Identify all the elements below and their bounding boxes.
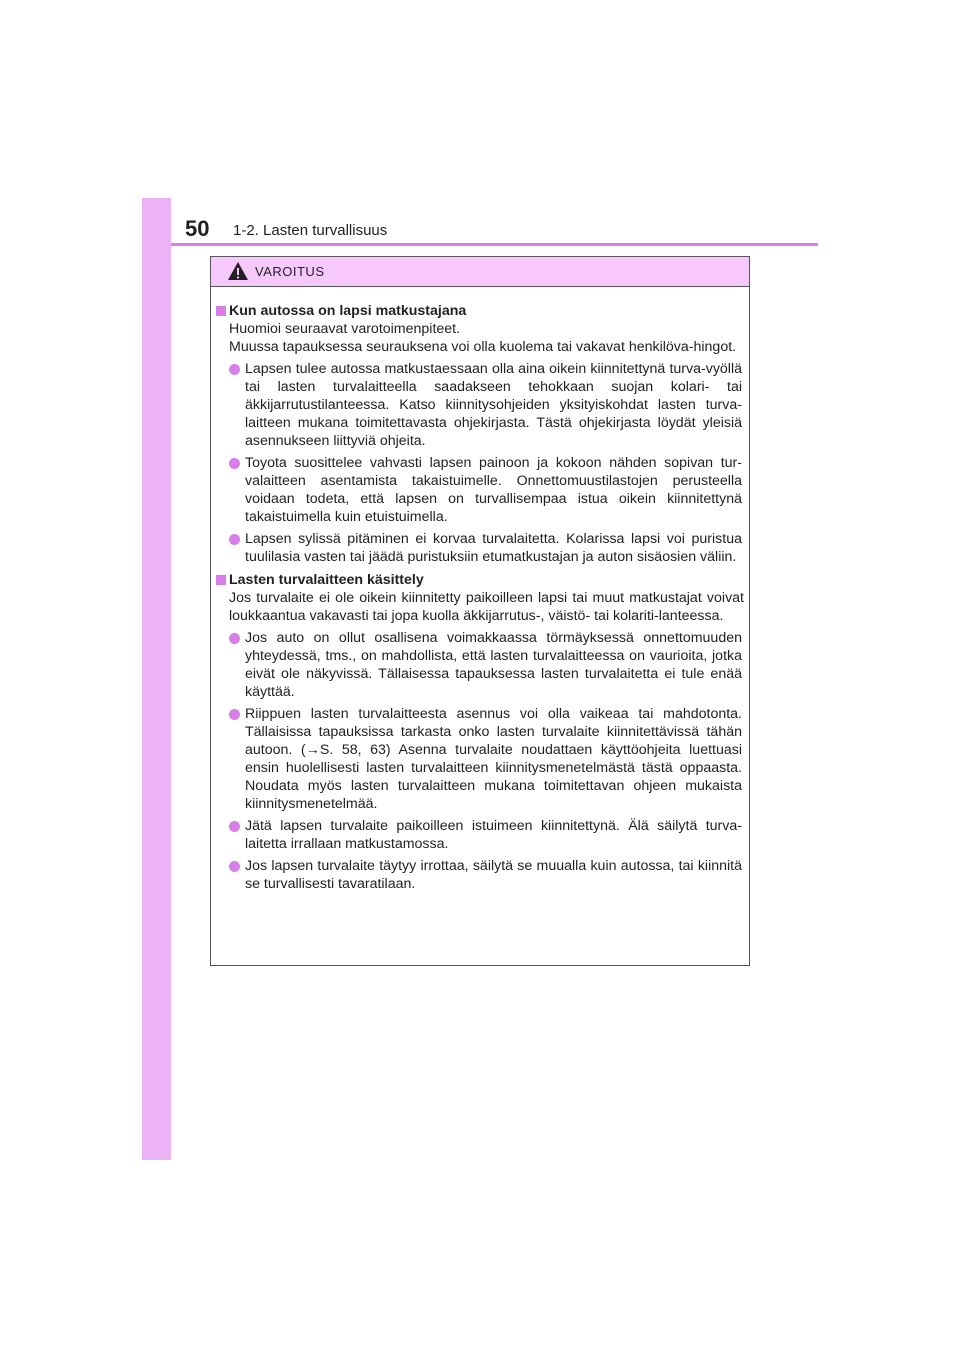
round-bullet-icon [229,458,240,469]
bullet-item [216,530,744,566]
bullet-item [216,629,744,701]
warning-box [210,256,750,966]
bullet-text: Lapsen tulee autossa matkustaessaan olla aina oikein kiinnitettynä turva-vyöllä tai lasten turvalaitteella saadakseen tehokkaan suojan kolari- tai äkkijarrutustilanteessa. Katso kiinnitysohjeiden yksityiskohdat lasten turva-laitteen mukana toimitettavasta ohjekirjasta. Tästä ohjekirjasta löydät yleisiä asennukseen liittyviä ohjeita. [245,361,742,449]
round-bullet-icon [229,821,240,832]
warning-title: VAROITUS [255,264,325,279]
intro-paragraph: Huomioi seuraavat varotoimenpiteet. Muussa tapauksessa seurauksena voi olla kuolema tai vakavat henkilöva-hingot. [229,321,737,355]
chapter-side-bar [142,198,171,1160]
round-bullet-icon [229,861,240,872]
bullet-item [216,857,744,893]
square-bullet-icon [216,306,226,316]
bullet-text: Lapsen sylissä pitäminen ei korvaa turvalaitetta. Kolarissa lapsi voi puristua tuulilasia vasten tai jäädä puristuksiin etumatkustajan ja auton sisäosien väliin. [245,531,742,565]
heading-text: Lasten turvalaitteen käsittely [229,572,424,588]
bullet-item [216,817,744,853]
bullet-item [216,360,744,450]
warning-header [211,257,749,287]
round-bullet-icon [229,534,240,545]
page-number: 50 [185,216,210,241]
bullet-item [216,454,744,526]
header-rule [171,243,818,246]
warning-body [211,287,749,893]
round-bullet-icon [229,709,240,720]
section-heading [216,302,744,320]
bullet-item [216,705,744,813]
bullet-text: Jos auto on ollut osallisena voimakkaassa törmäyksessä onnettomuuden yhteydessä, tms., on mahdollista, että lasten turvalaitteessa on vaurioita, jotka eivät ole näkyvissä. Tällaisessa tapauksessa lasten turvalaitetta ei tule enää käyttää. [245,630,742,700]
bullet-text: Riippuen lasten turvalaitteesta asennus voi olla vaikeaa tai mahdotonta. Tällaisissa tapauksissa tarkasta onko lasten turvalaite kiinnitettävissä tähän autoon. (→S. 58, 63) Asenna turvalaite noudattaen käyttöohjeita luettuasi ensin huolellisesti lasten turvalaitteen kiinnitysmenetelmästä tästä oppaasta. Noudata myös lasten turvalaitteen mukana toimitettavan ohjeen mukaista kiinnitysmenetelmää. [245,706,742,812]
section-title: 1-2. Lasten turvallisuus [233,222,388,239]
warning-triangle-icon [227,261,249,281]
round-bullet-icon [229,364,240,375]
bullet-text: Jätä lapsen turvalaite paikoilleen istuimeen kiinnitettynä. Älä säilytä turva-laitetta irrallaan matkustamossa. [245,818,742,852]
square-bullet-icon [216,575,226,585]
round-bullet-icon [229,633,240,644]
intro-paragraph: Jos turvalaite ei ole oikein kiinnitetty paikoilleen lapsi tai muut matkustajat voivat loukkaantua vakavasti tai jopa kuolla äkkijarrutus-, väistö- tai kolariti-lanteessa. [229,590,744,624]
bullet-text: Toyota suosittelee vahvasti lapsen painoon ja kokoon nähden sopivan tur-valaitteen asentamista takaistuimelle. Onnettomuustilastojen perusteella voidaan todeta, että lapsen on turvallisempaa istua oikein kiinnitettynä takaistuimella kuin etuistuimella. [245,455,742,525]
bullet-text: Jos lapsen turvalaite täytyy irrottaa, säilytä se muualla kuin autossa, tai kiinnitä se turvallisesti tavaratilaan. [245,858,742,892]
section-heading [216,571,744,589]
heading-text: Kun autossa on lapsi matkustajana [229,303,467,319]
